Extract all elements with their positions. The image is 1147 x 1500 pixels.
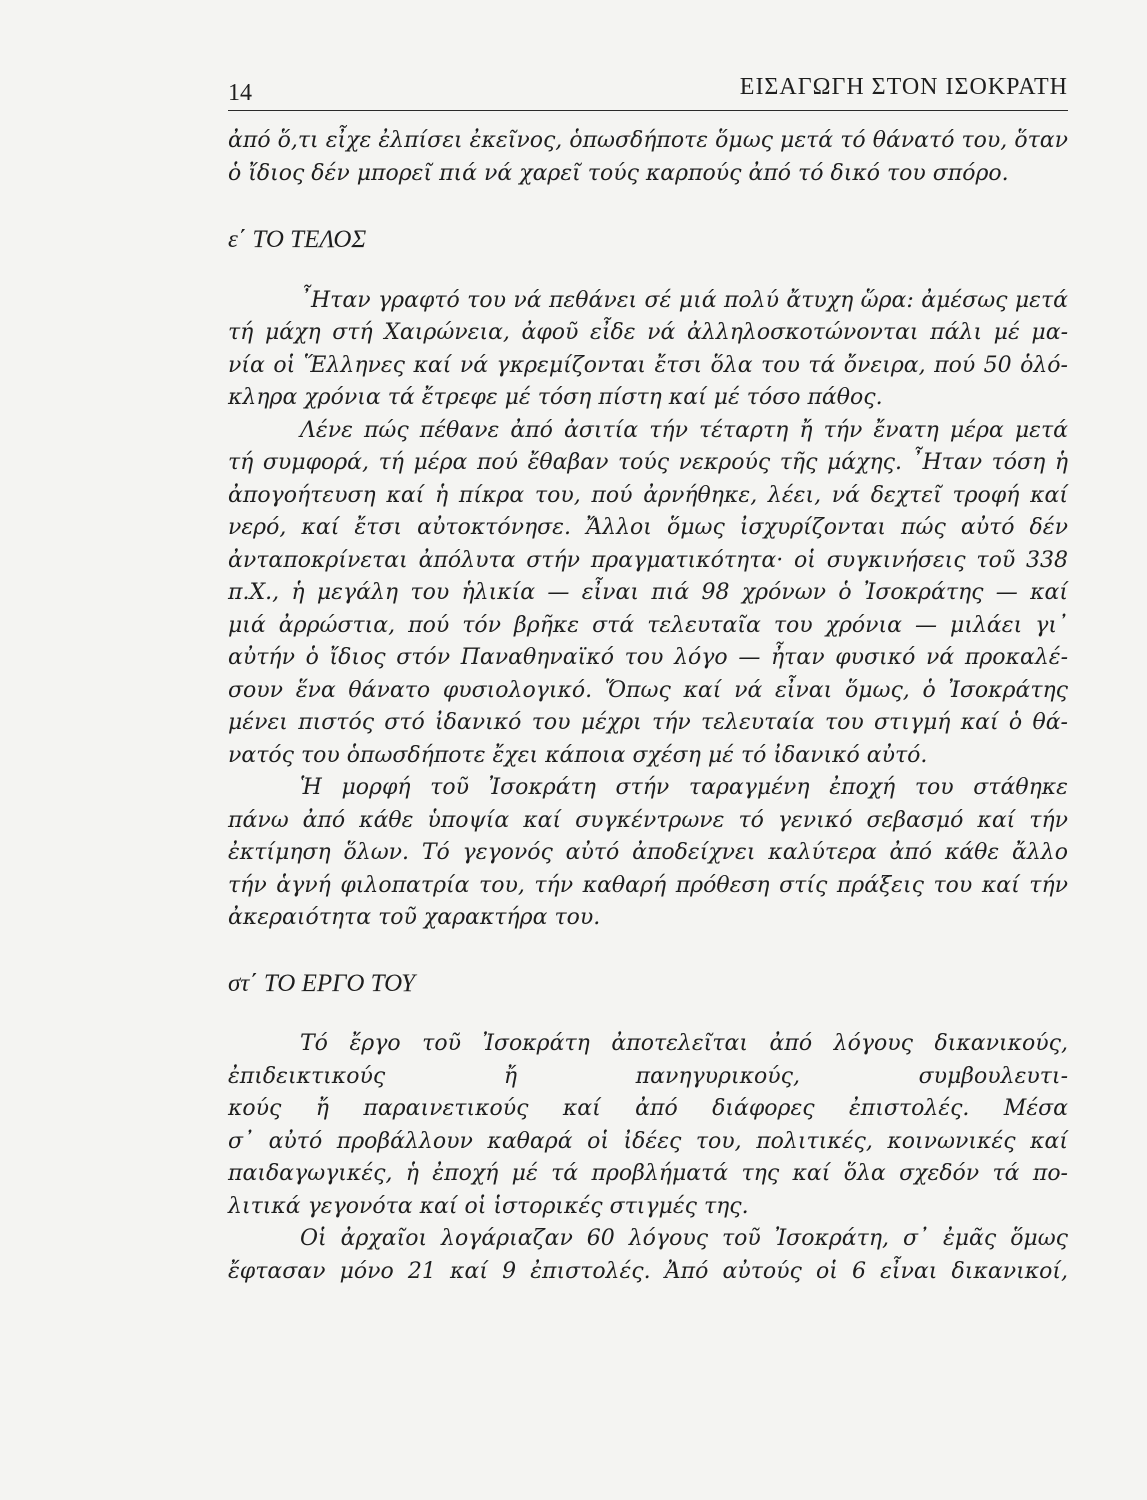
- text-line: τήν ἁγνή φιλοπατρία του, τήν καθαρή πρόθεση στίς πράξεις του καί τήν: [228, 872, 1068, 898]
- section-heading: ε΄ ΤΟ ΤΕΛΟΣ: [228, 226, 367, 253]
- text-line: κούς ἤ παραινετικούς καί ἀπό διάφορες ἐπιστολές. Μέσα: [228, 1096, 1068, 1121]
- text-line: κληρα χρόνια τά ἔτρεφε μέ τόση πίστη καί μέ τόσο πάθος.: [228, 385, 883, 410]
- text-line: ἀνταποκρίνεται ἀπόλυτα στήν πραγματικότητα· οἱ συγκινήσεις τοῦ 338: [228, 547, 1068, 573]
- text-line: π.Χ., ἡ μεγάλη του ἡλικία — εἶναι πιά 98 χρόνων ὁ Ἰσοκράτης — καί: [228, 580, 1068, 605]
- page-number: 14: [228, 80, 252, 106]
- text-line: Λένε πώς πέθανε ἀπό ἀσιτία τήν τέταρτη ἤ τήν ἔνατη μέρα μετά: [300, 417, 1068, 443]
- text-line: παιδαγωγικές, ἡ ἐποχή μέ τά προβλήματά της καί ὅλα σχεδόν τά πο-: [228, 1161, 1068, 1186]
- text-line: σουν ἕνα θάνατο φυσιολογικό. Ὅπως καί νά εἶναι ὅμως, ὁ Ἰσοκράτης: [228, 677, 1068, 703]
- text-line: τή συμφορά, τή μέρα πού ἔθαβαν τούς νεκρούς τῆς μάχης. ῏Ηταν τόση ἡ: [228, 450, 1068, 475]
- text-line: πάνω ἀπό κάθε ὑποψία καί συγκέντρωνε τό γενικό σεβασμό καί τήν: [228, 807, 1068, 833]
- text-line: ἀπογοήτευση καί ἡ πίκρα του, πού ἀρνήθηκε, λέει, νά δεχτεῖ τροφή καί: [228, 482, 1068, 508]
- text-line: ἐπιδεικτικούς ἤ πανηγυρικούς, συμβουλευτι-: [228, 1063, 1068, 1089]
- text-line: ἐκτίμηση ὅλων. Τό γεγονός αὐτό ἀποδείχνει καλύτερα ἀπό κάθε ἄλλο: [228, 840, 1068, 865]
- text-line: ὁ ἴδιος δέν μπορεῖ πιά νά χαρεῖ τούς καρπούς ἀπό τό δικό του σπόρο.: [228, 160, 1009, 186]
- text-line: ῏Ηταν γραφτό του νά πεθάνει σέ μιά πολύ ἄτυχη ὥρα: ἀμέσως μετά: [300, 287, 1068, 313]
- text-line: μένει πιστός στό ἰδανικό του μέχρι τήν τελευταία του στιγμή καί ὁ θά-: [228, 710, 1068, 735]
- text-line: μιά ἀρρώστια, πού τόν βρῆκε στά τελευταῖα του χρόνια — μιλάει γι᾽: [228, 612, 1068, 638]
- section-heading: στ΄ ΤΟ ΕΡΓΟ ΤΟΥ: [228, 969, 416, 997]
- text-line: λιτικά γεγονότα καί οἱ ἱστορικές στιγμές της.: [228, 1193, 749, 1219]
- text-line: ἔφτασαν μόνο 21 καί 9 ἐπιστολές. Ἀπό αὐτούς οἱ 6 εἶναι δικανικοί,: [228, 1258, 1068, 1284]
- text-line: νία οἱ Ἕλληνες καί νά γκρεμίζονται ἔτσι ὅλα του τά ὄνειρα, πού 50 ὁλό-: [228, 352, 1068, 378]
- text-line: ἀπό ὅ,τι εἶχε ἐλπίσει ἐκεῖνος, ὁπωσδήποτε ὅμως μετά τό θάνατό του, ὅταν: [228, 128, 1068, 153]
- text-line: Οἱ ἀρχαῖοι λογάριαζαν 60 λόγους τοῦ Ἰσοκράτη, σ᾽ ἐμᾶς ὅμως: [300, 1226, 1068, 1251]
- text-line: αὐτήν ὁ ἴδιος στόν Παναθηναϊκό του λόγο — ἦταν φυσικό νά προκαλέ-: [228, 645, 1068, 670]
- text-line: Τό ἔργο τοῦ Ἰσοκράτη ἀποτελεῖται ἀπό λόγους δικανικούς,: [300, 1031, 1068, 1056]
- text-line: Ἡ μορφή τοῦ Ἰσοκράτη στήν ταραγμένη ἐποχή του στάθηκε: [300, 775, 1068, 800]
- text-line: τή μάχη στή Χαιρώνεια, ἀφοῦ εἶδε νά ἀλληλοσκοτώνονται πάλι μέ μα-: [228, 320, 1068, 345]
- text-line: νερό, καί ἔτσι αὐτοκτόνησε. Ἄλλοι ὅμως ἰσχυρίζονται πώς αὐτό δέν: [228, 515, 1068, 540]
- running-head: ΕΙΣΑΓΩΓΗ ΣΤΟΝ ΙΣΟΚΡΑΤΗ: [739, 74, 1068, 100]
- body-text: [228, 125, 1068, 1288]
- text-line: σ᾽ αὐτό προβάλλουν καθαρά οἱ ἰδέες του, πολιτικές, κοινωνικές καί: [228, 1128, 1068, 1154]
- text-line: ἀκεραιότητα τοῦ χαρακτήρα του.: [228, 905, 601, 930]
- text-line: νατός του ὁπωσδήποτε ἔχει κάποια σχέση μέ τό ἰδανικό αὐτό.: [228, 742, 928, 768]
- page-header: [228, 70, 1068, 111]
